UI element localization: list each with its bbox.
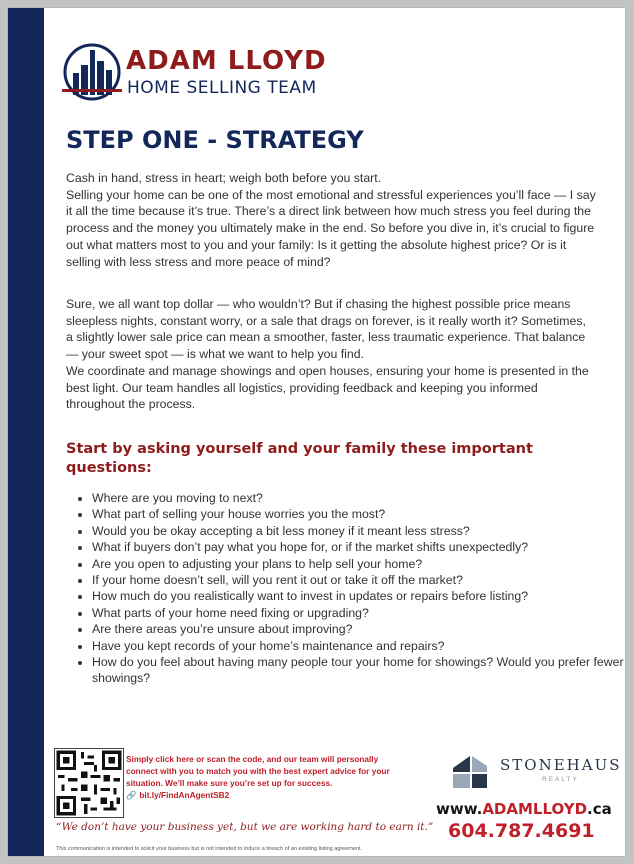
page-title: STEP ONE - STRATEGY <box>66 126 364 154</box>
list-item: • How do you feel about having many people tour your home for showings? Would you prefer fewer showings? <box>92 654 625 687</box>
tagline: “We don’t have your business yet, but we are working hard to earn it.” <box>56 821 434 833</box>
list-item: • Have you kept records of your home’s maintenance and repairs? <box>92 638 625 654</box>
questions-heading: Start by asking yourself and your family these important questions: <box>66 441 533 476</box>
website-link[interactable] <box>436 800 612 818</box>
list-item: • Would you be okay accepting a bit less money if it meant less stress? <box>92 523 625 539</box>
intro-paragraph <box>66 170 596 270</box>
disclaimer: This communication is intended to solicit your business but is not intended to induce a breach of an existing listing agreement. <box>56 846 363 852</box>
stonehaus-logo-icon <box>450 752 490 792</box>
skyline-logo-icon <box>60 40 126 104</box>
brand-name: ADAM LLOYD <box>126 46 327 76</box>
balance-paragraph <box>66 296 596 413</box>
website-suffix: .ca <box>587 800 612 818</box>
list-item: • What if buyers don’t pay what you hope for, or if the market shifts unexpectedly? <box>92 539 625 555</box>
list-item: • Are there areas you’re unsure about improving? <box>92 621 625 637</box>
intro-body: Selling your home can be one of the most emotional and stressful experiences you’ll face — I say it all the time because it’s true. There’s a direct link between how much stress you feel during the process and the money you ultimately make in the end. So before you dive in, it’s crucial to figure out what matters most to you and your family: Is it getting the absolute highest price? Or is it selling with less stress and more peace of mind? <box>66 187 596 269</box>
agent-link-text[interactable]: bit.ly/FindAnAgentSB2 <box>139 790 230 800</box>
partner-sub: REALTY <box>542 776 579 783</box>
link-icon: 🔗 <box>126 790 137 800</box>
list-item: • How much do you realistically want to invest in updates or repairs before listing? <box>92 588 625 604</box>
partner-name: STONEHAUS <box>500 756 622 774</box>
list-item: • What parts of your home need fixing or upgrading? <box>92 605 625 621</box>
list-item: • If your home doesn’t sell, will you rent it out or take it off the market? <box>92 572 625 588</box>
intro-line: Cash in hand, stress in heart; weigh both before you start. <box>66 171 382 185</box>
showings-body: We coordinate and manage showings and open houses, ensuring your home is presented in the best light. Our team handles all logistics, providing feedback and keeping you informed throughout the process. <box>66 363 589 412</box>
list-item: • Where are you moving to next? <box>92 490 625 506</box>
qr-code-icon[interactable] <box>54 748 124 818</box>
list-item: • What part of selling your house worries you the most? <box>92 506 625 522</box>
brand-subtitle: HOME SELLING TEAM <box>127 78 317 98</box>
flyer-page <box>8 8 625 856</box>
phone-number[interactable]: 604.787.4691 <box>448 820 595 842</box>
side-stripe <box>8 8 44 856</box>
list-item: • Are you open to adjusting your plans to help sell your home? <box>92 556 625 572</box>
balance-body: Sure, we all want top dollar — who wouldn’t? But if chasing the highest possible price means sleepless nights, constant worry, or a sale that drags on forever, is it really worth it? Sometimes, a slightly lower sale price can mean a smoother, faster, less traumatic experience. That balance — your sweet spot — is what we want to help you find. <box>66 297 586 362</box>
agent-link[interactable] <box>126 790 229 801</box>
questions-list <box>66 490 625 687</box>
website-prefix: www. <box>436 800 483 818</box>
website-main: ADAMLLOYD <box>482 800 588 818</box>
cta-text[interactable]: Simply click here or scan the code, and our team will personally connect with you to match you with the best expert advice for your situation. We’ll make sure you’re set up for success. <box>126 754 390 788</box>
